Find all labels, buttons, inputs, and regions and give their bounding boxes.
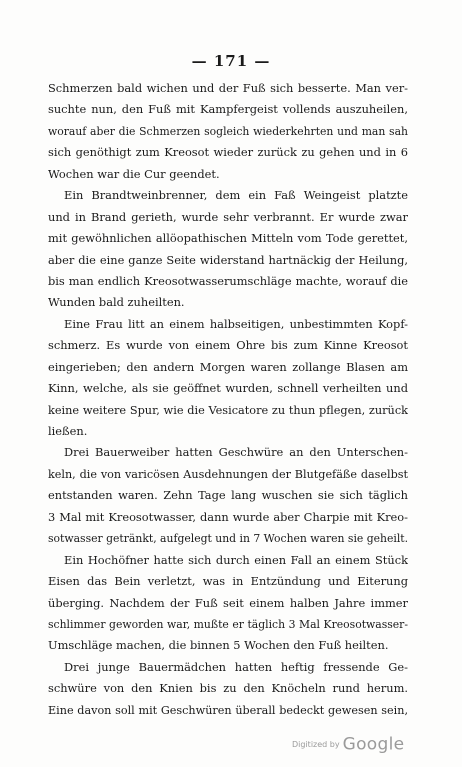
text-line: Wunden bald zuheilten. [48,295,185,310]
text-line: ließen. [48,424,88,438]
text-line: worauf aber die Schmerzen sogleich wiederkehrten und man sah [48,124,408,138]
text-line: suchte nun, den Fuß mit Kampfergeist vollends auszuheilen, [48,102,408,117]
text-line: keln, die von varicösen Ausdehnungen der Blutgefäße daselbst [48,467,408,481]
text-line: Kinn, welche, als sie geöffnet wurden, schnell verheilten und [48,381,408,396]
text-line: Ein Brandtweinbrenner, dem ein Faß Weingeist platzte [64,188,408,203]
text-line: Eisen das Bein verletzt, was in Entzündung und Eiterung [48,574,408,589]
text-line: aber die eine ganze Seite widerstand hartnäckig der Heilung, [48,252,408,267]
text-line: mit gewöhnlichen allöopathischen Mitteln vom Tode gerettet, [48,231,408,246]
text-line: 3 Mal mit Kreosotwasser, dann wurde aber Charpie mit Kreo- [48,509,408,524]
body-text [48,78,408,721]
text-line: schwüre von den Knien bis zu den Knöcheln rund herum. [48,681,408,696]
text-line: sotwasser getränkt, aufgelegt und in 7 Wochen waren sie geheilt. [48,532,408,546]
text-line: bis man endlich Kreosotwasserumschläge machte, worauf die [48,273,408,288]
text-line: überging. Nachdem der Fuß seit einem halben Jahre immer [48,595,408,610]
text-line: Umschläge machen, die binnen 5 Wochen den Fuß heilten. [48,638,389,653]
text-line: und in Brand gerieth, wurde sehr verbrannt. Er wurde zwar [48,209,408,224]
text-line: Wochen war die Cur geendet. [48,166,220,181]
watermark-caption: Digitized by [292,740,340,749]
digitization-watermark [292,734,404,755]
page-number: — 171 — [191,52,271,70]
text-line: Eine Frau litt an einem halbseitigen, unbestimmten Kopf- [64,316,408,331]
text-line: Eine davon soll mit Geschwüren überall bedeckt gewesen sein, [48,703,408,717]
text-line: Drei junge Bauermädchen hatten heftig fressende Ge- [64,659,408,674]
text-line: schmerz. Es wurde von einem Ohre bis zum Kinne Kreosot [48,338,408,353]
text-line: entstanden waren. Zehn Tage lang wuschen sie sich täglich [48,488,408,503]
text-line: eingerieben; den andern Morgen waren zollange Blasen am [48,359,408,374]
text-line: Ein Hochöfner hatte sich durch einen Fall an einem Stück [64,552,408,567]
paragraph [48,442,408,549]
paragraph [48,314,408,443]
text-line: Schmerzen bald wichen und der Fuß sich besserte. Man ver- [48,81,408,95]
text-line: keine weitere Spur, wie die Vesicatore zu thun pflegen, zurück [48,403,408,417]
paragraph [48,185,408,314]
text-line: schlimmer geworden war, mußte er täglich 3 Mal Kreosotwasser- [48,617,408,631]
paragraph [48,78,408,185]
text-line: sich genöthigt zum Kreosot wieder zurück zu gehen und in 6 [48,145,408,160]
paragraph [48,657,408,721]
text-line: Drei Bauerweiber hatten Geschwüre an den Unterschen- [64,445,408,460]
paragraph [48,550,408,657]
google-logo: Google [342,734,405,755]
